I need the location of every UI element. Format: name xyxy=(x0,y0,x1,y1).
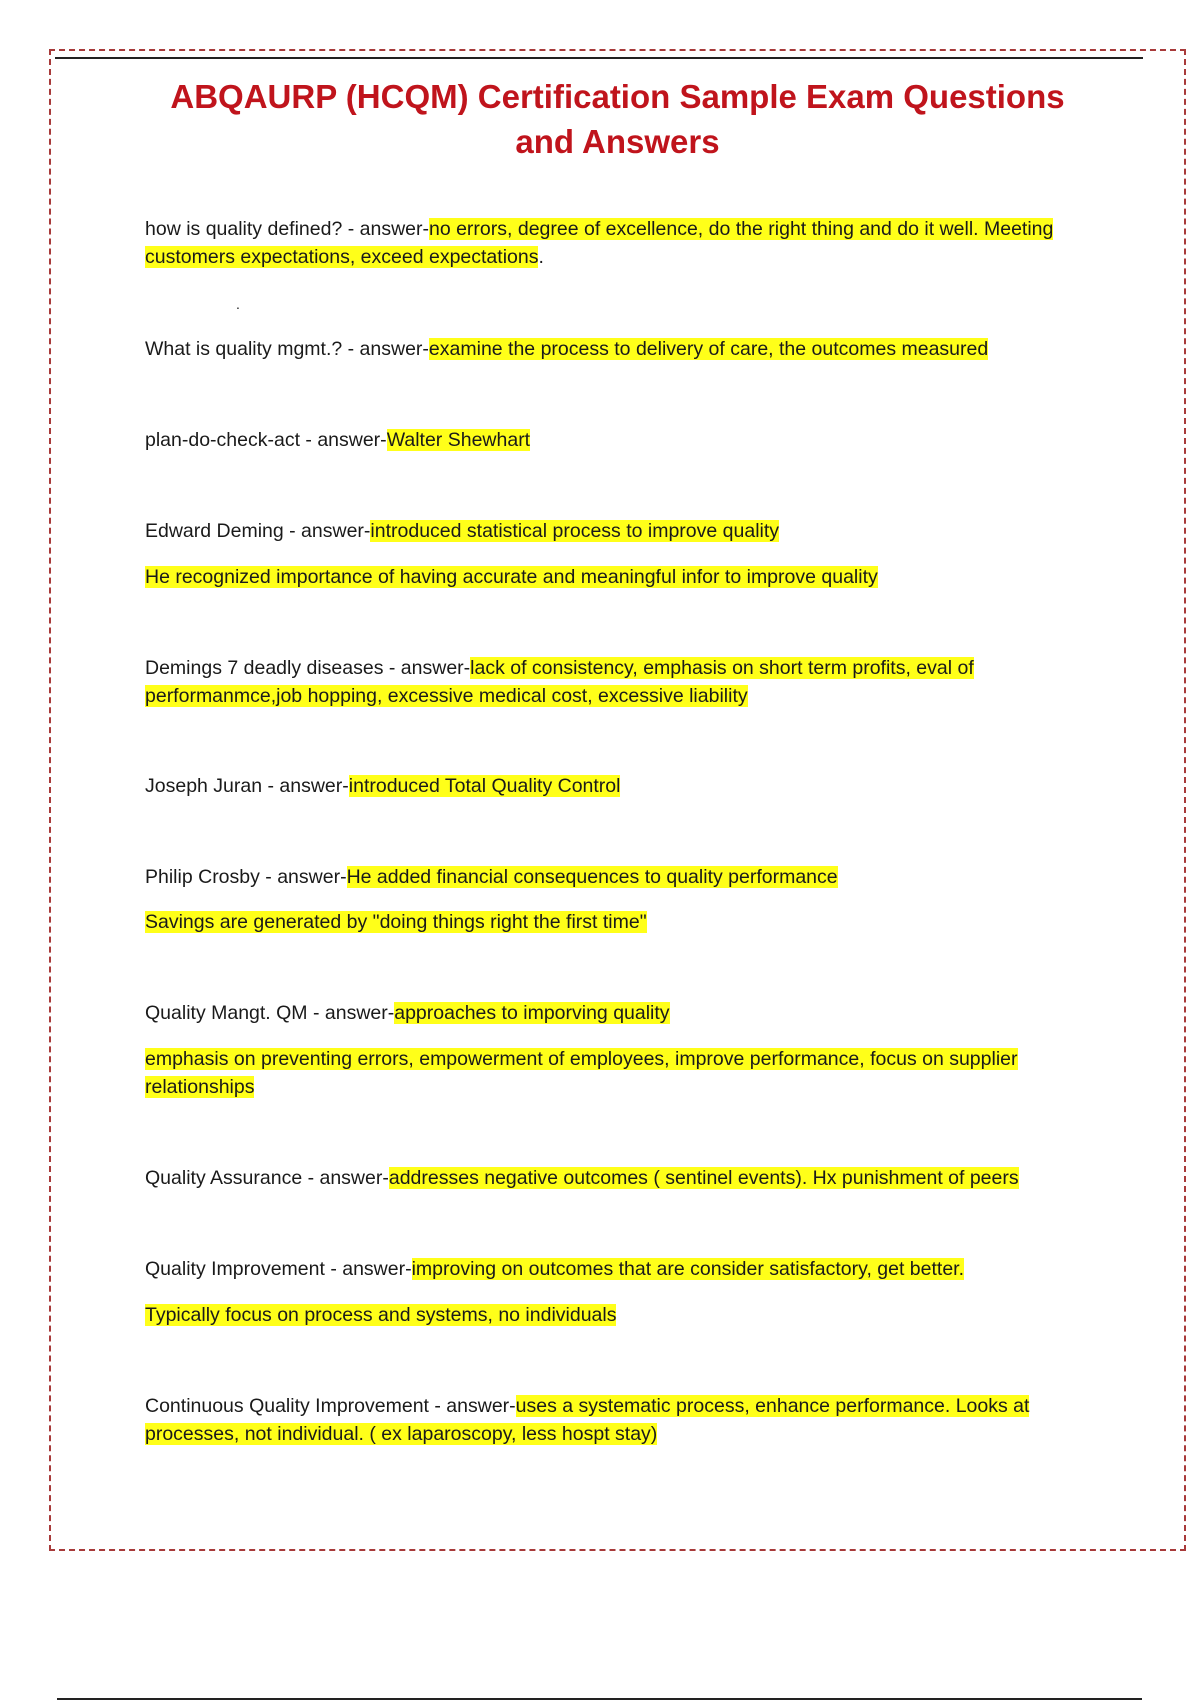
question: Demings 7 deadly diseases - answer- xyxy=(145,657,471,679)
answer: He added financial consequences to quality performance xyxy=(346,866,838,888)
qa-item-1 xyxy=(145,215,1070,271)
qa-item-3 xyxy=(145,426,1070,454)
qa-item-7 xyxy=(145,863,1070,891)
answer-continued: Typically focus on process and systems, no individuals xyxy=(145,1304,617,1326)
answer: no errors, degree of excellence, do the right thing and do it well. Meeting customers expectations, exceed expectations xyxy=(145,218,1054,268)
question: plan-do-check-act - answer- xyxy=(145,429,387,451)
qa-item-6 xyxy=(145,772,1070,800)
answer-tail: . xyxy=(538,246,544,268)
answer: approaches to imporving quality xyxy=(394,1002,670,1024)
qa-item-5 xyxy=(145,654,1070,710)
qa-item-4 xyxy=(145,517,1070,545)
qa-item-4-continued xyxy=(145,563,1070,591)
answer: uses a systematic process, enhance performance. Looks at processes, not individual. ( ex laparoscopy, less hospt stay) xyxy=(145,1395,1030,1445)
qa-item-8-continued xyxy=(145,1045,1070,1101)
qa-item-10 xyxy=(145,1255,1070,1283)
question: What is quality mgmt.? - answer- xyxy=(145,338,429,360)
answer-continued: Savings are generated by "doing things right the first time" xyxy=(145,911,647,933)
qa-item-10-continued xyxy=(145,1301,1070,1329)
answer: lack of consistency, emphasis on short term profits, eval of performanmce,job hopping, excessive medical cost, excessive liability xyxy=(145,657,974,707)
question: Philip Crosby - answer- xyxy=(145,866,347,888)
question: Quality Mangt. QM - answer- xyxy=(145,1002,395,1024)
qa-item-11 xyxy=(145,1392,1070,1448)
question: how is quality defined? - answer- xyxy=(145,218,429,240)
answer: addresses negative outcomes ( sentinel events). Hx punishment of peers xyxy=(388,1167,1019,1189)
question: Continuous Quality Improvement - answer- xyxy=(145,1395,516,1417)
answer-continued: He recognized importance of having accurate and meaningful infor to improve quality xyxy=(145,566,878,588)
top-rule xyxy=(55,57,1143,59)
document-title: ABQAURP (HCQM) Certification Sample Exam Questions and Answers xyxy=(170,78,1065,160)
qa-item-7-continued xyxy=(145,908,1070,936)
question: Joseph Juran - answer- xyxy=(145,775,349,797)
answer-continued: emphasis on preventing errors, empowerment of employees, improve performance, focus on supplier relationships xyxy=(145,1048,1018,1098)
answer: introduced Total Quality Control xyxy=(348,775,621,797)
answer: Walter Shewhart xyxy=(386,429,531,451)
answer: improving on outcomes that are consider satisfactory, get better. xyxy=(411,1258,965,1280)
stray-mark: . xyxy=(236,296,240,312)
answer: examine the process to delivery of care, the outcomes measured xyxy=(428,338,989,360)
answer: introduced statistical process to improve quality xyxy=(370,520,780,542)
qa-item-8 xyxy=(145,999,1070,1027)
qa-item-2 xyxy=(145,335,1070,363)
qa-item-9 xyxy=(145,1164,1070,1192)
question: Edward Deming - answer- xyxy=(145,520,371,542)
question: Quality Improvement - answer- xyxy=(145,1258,412,1280)
question: Quality Assurance - answer- xyxy=(145,1167,389,1189)
